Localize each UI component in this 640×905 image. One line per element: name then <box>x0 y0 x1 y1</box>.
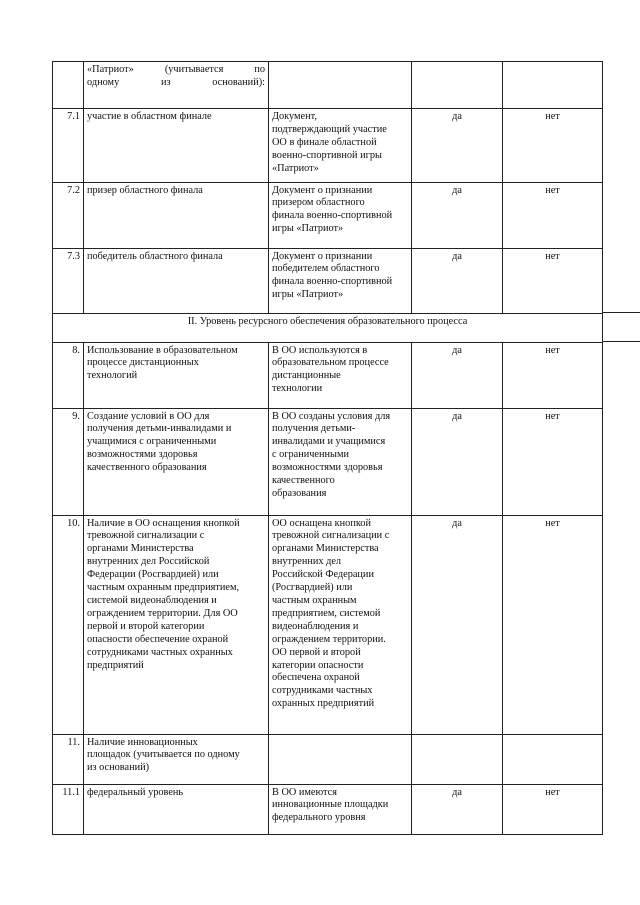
answer-no-cell <box>503 734 603 784</box>
answer-no-cell: нет <box>503 109 603 183</box>
criterion-line: предприятий <box>87 659 144 671</box>
row-number: 7.3 <box>53 248 84 313</box>
answer-yes-cell <box>412 62 503 109</box>
answer-no-cell: нет <box>503 408 603 515</box>
evidence-line: инвалидами и учащимися <box>272 436 386 448</box>
criterion-line: Федерации (Росгвардией) или <box>87 569 219 581</box>
evidence-line: дистанционные <box>272 370 341 382</box>
evidence-line: тревожной сигнализации с <box>272 530 390 542</box>
evidence-line: Российской Федерации <box>272 569 374 581</box>
table-row <box>53 182 603 248</box>
evidence-line: предприятием, системой <box>272 607 381 619</box>
evidence-line: Документ о признании <box>272 250 373 262</box>
criterion-cell <box>84 408 269 515</box>
criterion-line: системой видеонаблюдения и <box>87 594 217 606</box>
criterion-line: процессе дистанционных <box>87 357 199 369</box>
evidence-line: В ОО имеются <box>272 786 337 798</box>
evidence-line: с ограниченными <box>272 449 349 461</box>
row-number: 10. <box>53 515 84 734</box>
criterion-line: частным охранным предприятием, <box>87 582 240 594</box>
row-number: 9. <box>53 408 84 515</box>
answer-no-cell: нет <box>503 342 603 408</box>
evidence-line: игры «Патриот» <box>272 289 344 301</box>
criterion-line: из оснований) <box>87 762 150 774</box>
evidence-document-cell <box>269 109 412 183</box>
criterion-cell <box>84 182 269 248</box>
criterion-line: участие в областном финале <box>87 111 212 122</box>
row-number: 7.1 <box>53 109 84 183</box>
evidence-document-cell <box>269 182 412 248</box>
evidence-line: федерального уровня <box>272 812 366 824</box>
criterion-line: органами Министерства <box>87 543 194 555</box>
evidence-line: возможностями здоровья <box>272 462 383 474</box>
criterion-line: получения детьми-инвалидами и <box>87 423 232 435</box>
criterion-cell <box>84 109 269 183</box>
criterion-cell <box>84 515 269 734</box>
answer-no-cell: нет <box>503 784 603 834</box>
evidence-line: ОО первой и второй <box>272 646 361 658</box>
criteria-table-body <box>53 62 603 835</box>
answer-yes-cell <box>412 734 503 784</box>
evidence-document-cell <box>269 408 412 515</box>
evidence-line: победителем областного <box>272 263 380 275</box>
criterion-line: федеральный уровень <box>87 786 184 798</box>
answer-no-cell: нет <box>503 182 603 248</box>
criterion-line: Наличие в ОО оснащения кнопкой <box>87 517 240 529</box>
table-row <box>53 342 603 408</box>
criterion-cell <box>84 248 269 313</box>
evidence-line: призером областного <box>272 197 365 209</box>
evidence-line: органами Министерства <box>272 543 379 555</box>
evidence-line: В ОО созданы условия для <box>272 410 391 422</box>
evidence-document-cell <box>269 734 412 784</box>
evidence-line: «Патриот» <box>272 162 319 174</box>
answer-no-cell: нет <box>503 515 603 734</box>
criterion-cell <box>84 734 269 784</box>
criterion-line: качественного образования <box>87 462 207 474</box>
criterion-line: призер областного финала <box>87 184 203 196</box>
evidence-line: обеспечена охраной <box>272 672 360 684</box>
table-row <box>53 734 603 784</box>
answer-no-cell <box>503 62 603 109</box>
answer-yes-cell: да <box>412 515 503 734</box>
criterion-line: ограждением территории. Для ОО <box>87 607 238 619</box>
evidence-line: финала военно-спортивной <box>272 276 393 288</box>
criterion-line: сотрудниками частных охранных <box>87 646 233 658</box>
answer-no-cell: нет <box>503 248 603 313</box>
answer-yes-cell: да <box>412 342 503 408</box>
criterion-line: внутренних дел Российской <box>87 556 210 568</box>
table-row <box>53 62 603 109</box>
row-number: 11.1 <box>53 784 84 834</box>
criterion-line: «Патриот» (учитывается по <box>87 64 265 75</box>
evidence-document-cell <box>269 62 412 109</box>
section-header-row <box>53 313 603 342</box>
table-row <box>53 784 603 834</box>
section-title: II. Уровень ресурсного обеспечения образовательного процесса <box>53 313 603 342</box>
evidence-line: видеонаблюдения и <box>272 620 359 632</box>
evidence-line: военно-спортивной игры <box>272 149 382 161</box>
answer-yes-cell: да <box>412 784 503 834</box>
table-row <box>53 248 603 313</box>
section-row-extension <box>602 312 640 342</box>
evidence-line: образовательном процессе <box>272 357 389 369</box>
criteria-table <box>52 61 603 835</box>
criterion-line: учащимися с ограниченными <box>87 436 217 448</box>
evidence-line: Документ, <box>272 111 317 122</box>
criterion-line: Использование в образовательном <box>87 344 238 356</box>
criterion-cell <box>84 784 269 834</box>
criterion-line: технологий <box>87 370 138 382</box>
evidence-line: ОО оснащена кнопкой <box>272 517 371 529</box>
evidence-line: финала военно-спортивной <box>272 210 393 222</box>
criterion-line: Наличие инновационных <box>87 736 198 748</box>
evidence-line: категории опасности <box>272 659 364 671</box>
evidence-line: подтверждающий участие <box>272 123 387 135</box>
answer-yes-cell: да <box>412 182 503 248</box>
criterion-line: возможностями здоровья <box>87 449 198 461</box>
answer-yes-cell: да <box>412 248 503 313</box>
row-number: 11. <box>53 734 84 784</box>
evidence-line: ОО в финале областной <box>272 136 377 148</box>
criterion-line: тревожной сигнализации с <box>87 530 205 542</box>
evidence-line: частным охранным <box>272 594 357 606</box>
criterion-cell <box>84 342 269 408</box>
table-row <box>53 109 603 183</box>
evidence-document-cell <box>269 248 412 313</box>
evidence-line: В ОО используются в <box>272 344 368 356</box>
criterion-line: площадок (учитывается по одному <box>87 749 240 761</box>
evidence-document-cell <box>269 515 412 734</box>
evidence-line: (Росгвардией) или <box>272 582 353 594</box>
answer-yes-cell: да <box>412 109 503 183</box>
criterion-line: первой и второй категории <box>87 620 205 632</box>
criterion-cell <box>84 62 269 109</box>
evidence-line: качественного <box>272 475 335 487</box>
evidence-line: ограждением территории. <box>272 633 386 645</box>
evidence-line: охранных предприятий <box>272 698 375 710</box>
evidence-line: образования <box>272 487 327 499</box>
criterion-line: одному из оснований): <box>87 76 265 88</box>
evidence-line: инновационные площадки <box>272 799 389 811</box>
evidence-line: технологии <box>272 383 323 395</box>
evidence-line: сотрудниками частных <box>272 685 373 697</box>
evidence-line: внутренних дел <box>272 556 342 568</box>
row-number: 7.2 <box>53 182 84 248</box>
evidence-line: получения детьми- <box>272 423 356 435</box>
row-number: 8. <box>53 342 84 408</box>
evidence-line: игры «Патриот» <box>272 223 344 235</box>
evidence-document-cell <box>269 342 412 408</box>
answer-yes-cell: да <box>412 408 503 515</box>
table-row <box>53 408 603 515</box>
criterion-line: Создание условий в ОО для <box>87 410 210 422</box>
table-row <box>53 515 603 734</box>
criterion-line: победитель областного финала <box>87 250 223 262</box>
row-number <box>53 62 84 109</box>
evidence-line: Документ о признании <box>272 184 373 196</box>
evidence-document-cell <box>269 784 412 834</box>
criterion-line: опасности обеспечение охраной <box>87 633 229 645</box>
